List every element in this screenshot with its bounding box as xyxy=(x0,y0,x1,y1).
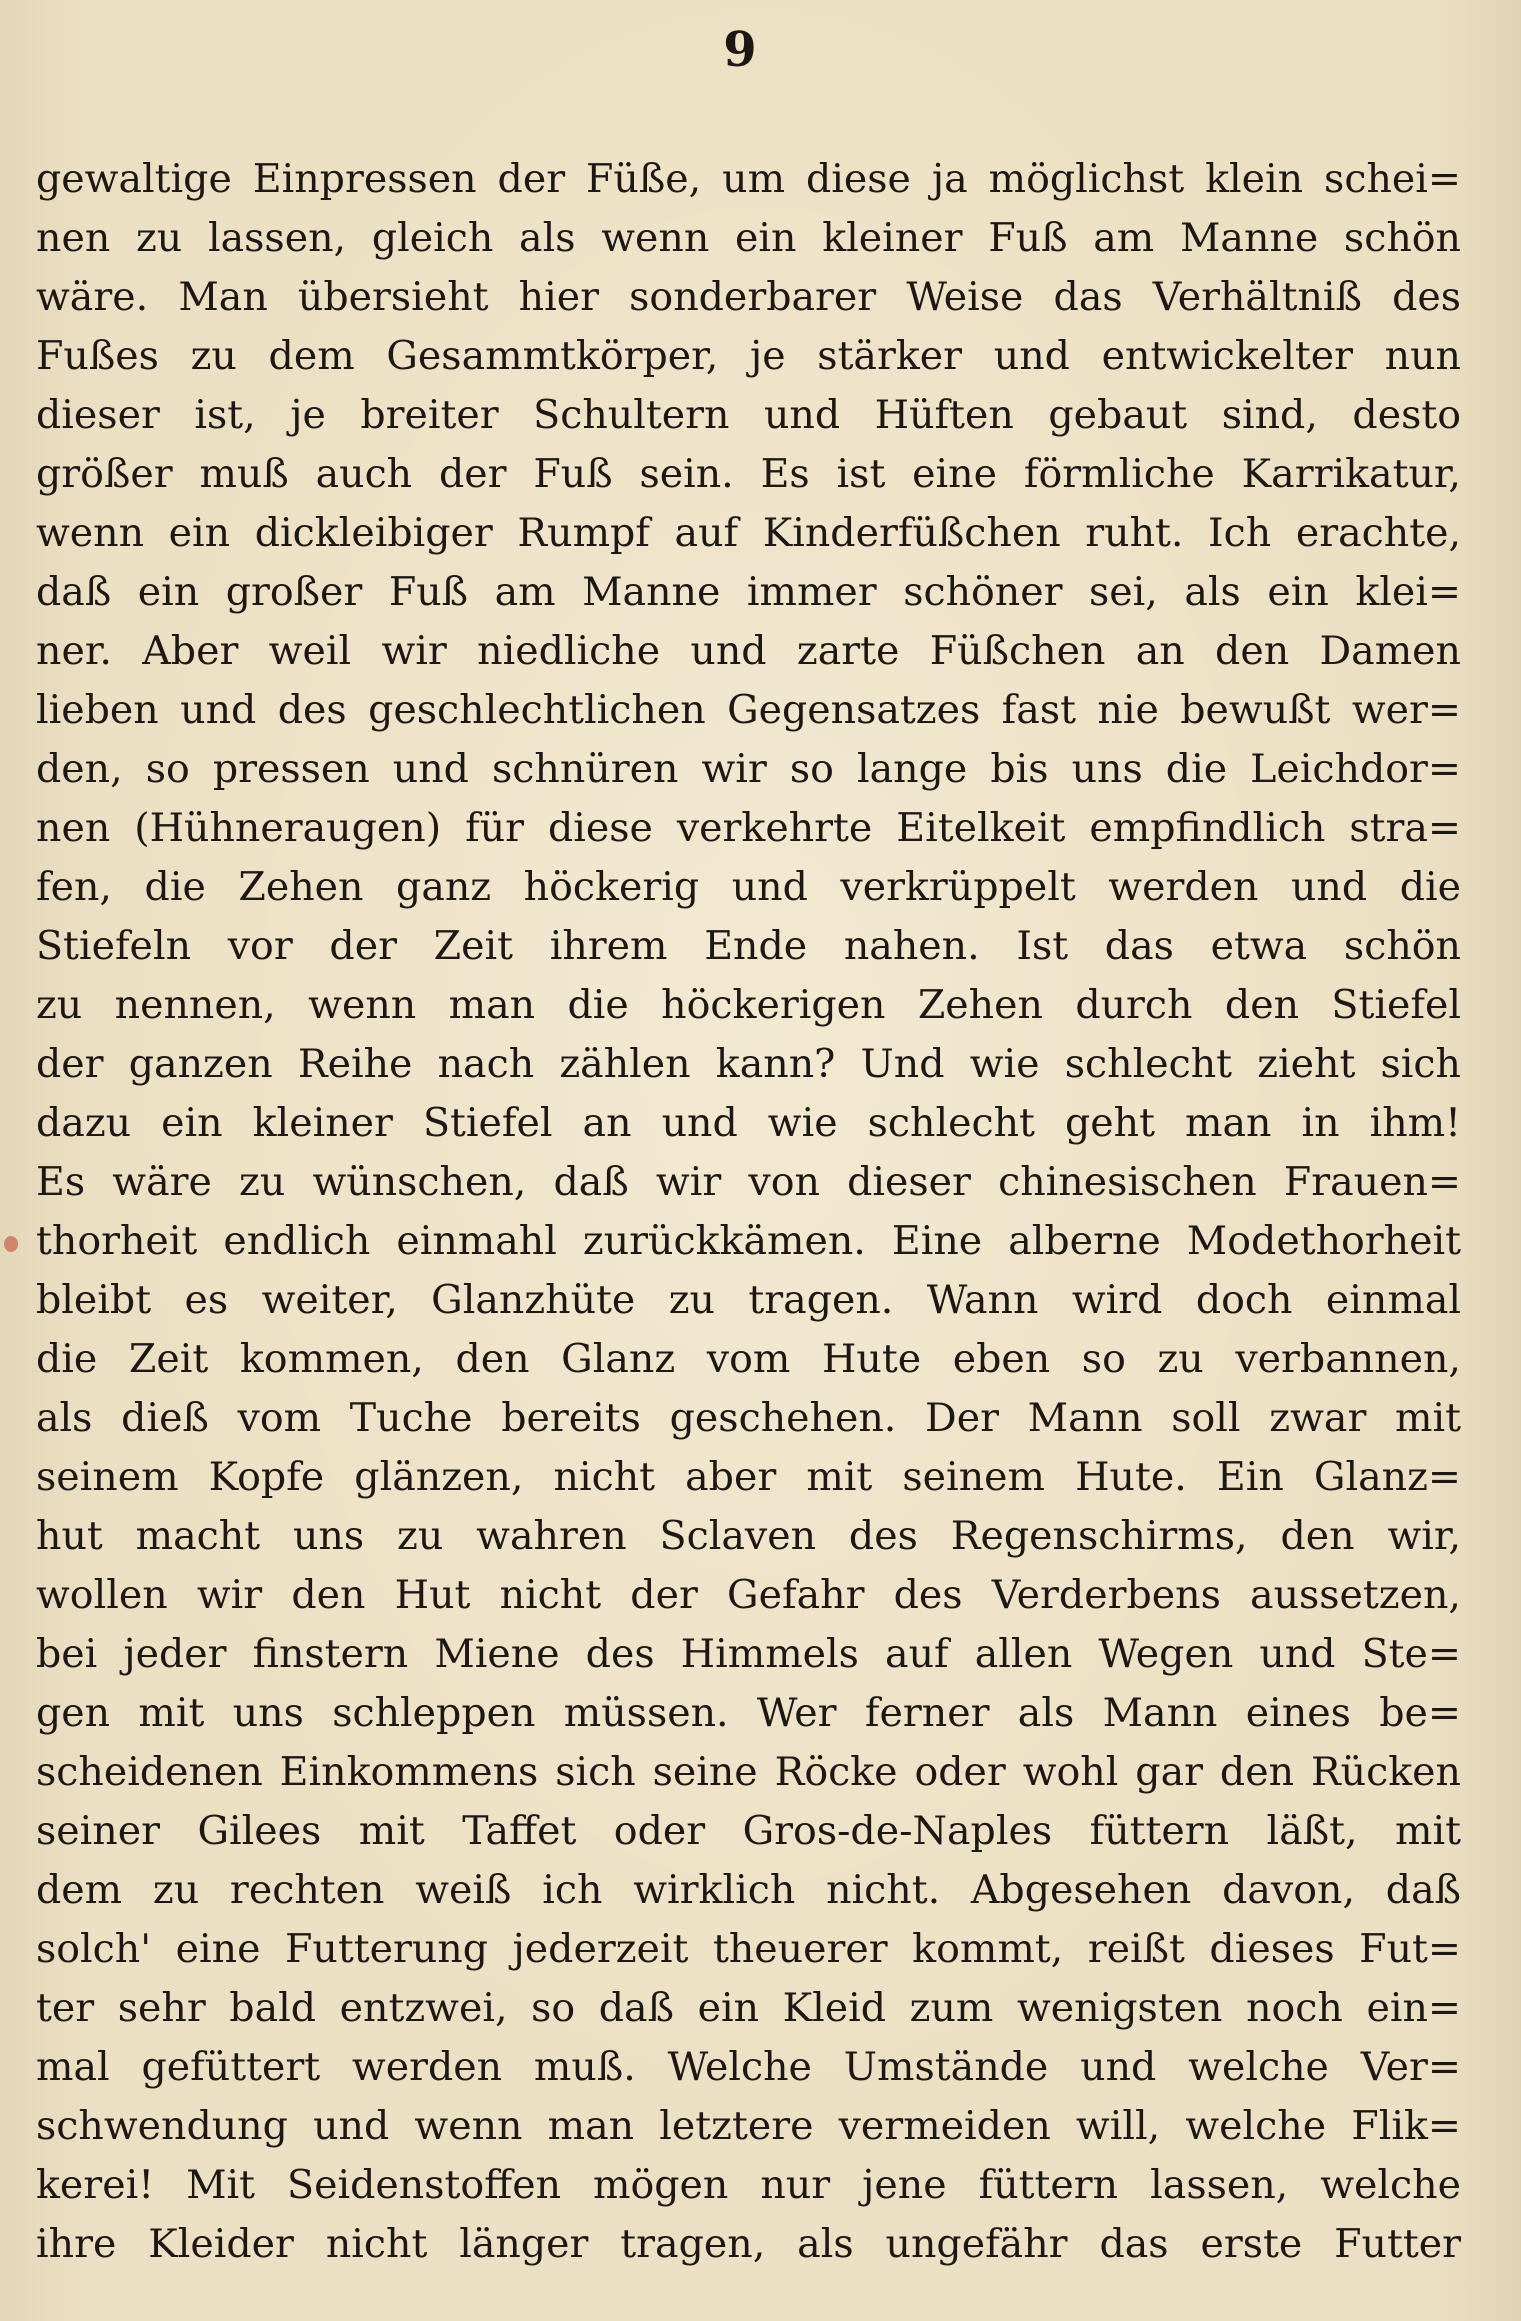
text-line: Stiefeln vor der Zeit ihrem Ende nahen. Ist das etwa schön xyxy=(36,923,1461,969)
page-number: 9 xyxy=(723,22,757,78)
text-line: seiner Gilees mit Taffet oder Gros-de-Naples füttern läßt, mit xyxy=(36,1808,1461,1854)
text-line: hut macht uns zu wahren Sclaven des Regenschirms, den wir, xyxy=(36,1513,1461,1559)
text-line: nen (Hühneraugen) für diese verkehrte Eitelkeit empfindlich stra= xyxy=(36,805,1461,851)
text-line: ihre Kleider nicht länger tragen, als ungefähr das erste Futter xyxy=(36,2221,1461,2267)
text-line: wollen wir den Hut nicht der Gefahr des Verderbens aussetzen, xyxy=(36,1572,1461,1618)
body-text xyxy=(36,150,1461,2274)
text-line: zu nennen, wenn man die höckerigen Zehen durch den Stiefel xyxy=(36,982,1461,1028)
text-line: solch' eine Futterung jederzeit theuerer kommt, reißt dieses Fut= xyxy=(36,1926,1461,1972)
text-line: seinem Kopfe glänzen, nicht aber mit seinem Hute. Ein Glanz= xyxy=(36,1454,1461,1500)
text-line: bei jeder finstern Miene des Himmels auf allen Wegen und Ste= xyxy=(36,1631,1461,1677)
text-line: lieben und des geschlechtlichen Gegensatzes fast nie bewußt wer= xyxy=(36,687,1461,733)
text-line: größer muß auch der Fuß sein. Es ist eine förmliche Karrikatur, xyxy=(36,451,1461,497)
ink-speck xyxy=(4,1236,18,1252)
text-line: dieser ist, je breiter Schultern und Hüften gebaut sind, desto xyxy=(36,392,1461,438)
text-line: dem zu rechten weiß ich wirklich nicht. Abgesehen davon, daß xyxy=(36,1867,1461,1913)
text-line: wäre. Man übersieht hier sonderbarer Weise das Verhältniß des xyxy=(36,274,1461,320)
text-line: daß ein großer Fuß am Manne immer schöner sei, als ein klei= xyxy=(36,569,1461,615)
text-line: ner. Aber weil wir niedliche und zarte Füßchen an den Damen xyxy=(36,628,1461,674)
text-line: ter sehr bald entzwei, so daß ein Kleid zum wenigsten noch ein= xyxy=(36,1985,1461,2031)
text-line: schwendung und wenn man letztere vermeiden will, welche Flik= xyxy=(36,2103,1461,2149)
text-line: wenn ein dickleibiger Rumpf auf Kinderfüßchen ruht. Ich erachte, xyxy=(36,510,1461,556)
text-line: fen, die Zehen ganz höckerig und verkrüppelt werden und die xyxy=(36,864,1461,910)
text-line: den, so pressen und schnüren wir so lange bis uns die Leichdor= xyxy=(36,746,1461,792)
text-line: bleibt es weiter, Glanzhüte zu tragen. Wann wird doch einmal xyxy=(36,1277,1461,1323)
text-line: mal gefüttert werden muß. Welche Umstände und welche Ver= xyxy=(36,2044,1461,2090)
text-line: nen zu lassen, gleich als wenn ein kleiner Fuß am Manne schön xyxy=(36,215,1461,261)
text-line: scheidenen Einkommens sich seine Röcke oder wohl gar den Rücken xyxy=(36,1749,1461,1795)
text-line: gen mit uns schleppen müssen. Wer ferner als Mann eines be= xyxy=(36,1690,1461,1736)
text-line: der ganzen Reihe nach zählen kann? Und wie schlecht zieht sich xyxy=(36,1041,1461,1087)
text-line: die Zeit kommen, den Glanz vom Hute eben so zu verbannen, xyxy=(36,1336,1461,1382)
text-line: kerei! Mit Seidenstoffen mögen nur jene füttern lassen, welche xyxy=(36,2162,1461,2208)
text-line: dazu ein kleiner Stiefel an und wie schlecht geht man in ihm! xyxy=(36,1100,1461,1146)
text-line: als dieß vom Tuche bereits geschehen. Der Mann soll zwar mit xyxy=(36,1395,1461,1441)
text-line: Fußes zu dem Gesammtkörper, je stärker und entwickelter nun xyxy=(36,333,1461,379)
text-line: thorheit endlich einmahl zurückkämen. Eine alberne Modethorheit xyxy=(36,1218,1461,1264)
text-line: Es wäre zu wünschen, daß wir von dieser chinesischen Frauen= xyxy=(36,1159,1461,1205)
text-line: gewaltige Einpressen der Füße, um diese ja möglichst klein schei= xyxy=(36,156,1461,202)
